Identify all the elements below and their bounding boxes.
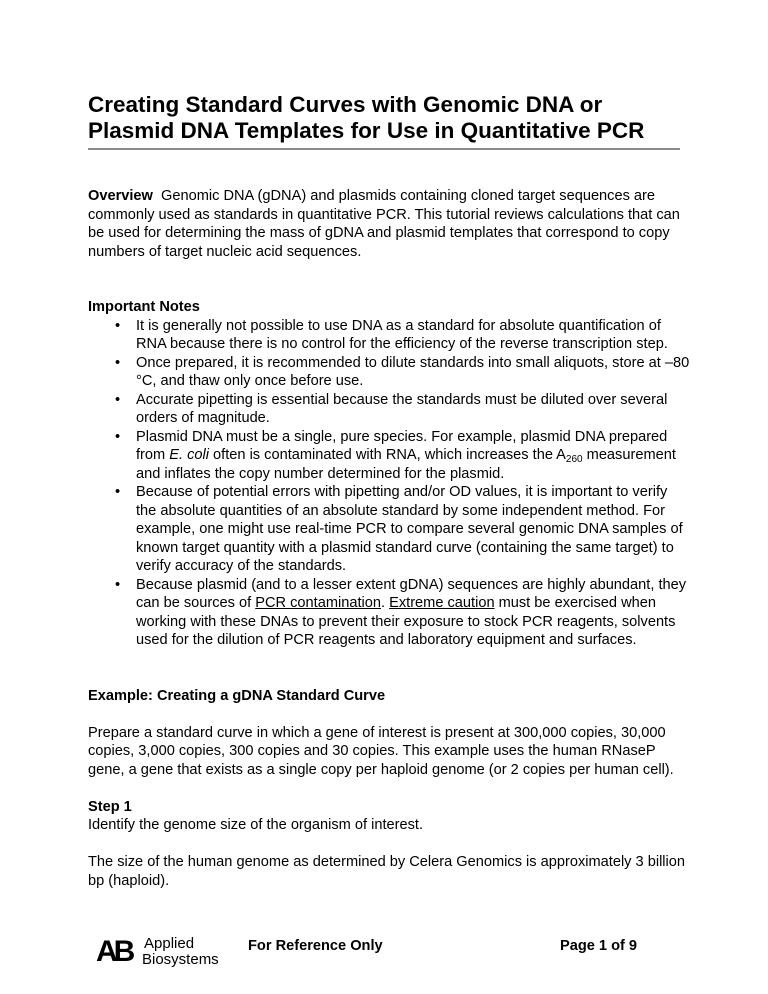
example-intro: Prepare a standard curve in which a gene of interest is present at 300,000 copies, 30,000 copies, 3,000 copies, 300 copies and 30 copies. This example uses the human RNaseP gene, a gene that exists as a single copy per haploid genome (or 2 copies per human cell). <box>88 724 674 778</box>
list-item: • Because of potential errors with pipetting and/or OD values, it is important to verify the absolute quantities of an absolute standard by some independent method. For example, one might use real-time PCR to compare several genomic DNA samples of known target quantity with a plasmid standard curve (containing the same target) to verify accuracy of the standards. <box>115 484 683 574</box>
important-notes-heading <box>88 298 690 317</box>
document-body <box>88 92 690 890</box>
note-text: often is contaminated with RNA, which increases the A <box>209 447 566 463</box>
note-text: Accurate pipetting is essential because the standards must be diluted over several orders of magnitude. <box>136 391 668 426</box>
note-text: must be exercised when working with these DNAs to prevent their exposure to stock PCR reagents, solvents used for the dilution of PCR reagents and laboratory equipment and surfaces. <box>136 595 676 648</box>
important-notes-label: Important Notes <box>88 299 200 315</box>
footer-page-number: Page 1 of 9 <box>560 938 638 954</box>
list-item: • Once prepared, it is recommended to dilute standards into small aliquots, store at –80 °C, and thaw only once before use. <box>115 354 690 389</box>
step1-detail: The size of the human genome as determined by Celera Genomics is approximately 3 billion bp (haploid). <box>88 854 686 889</box>
example-heading <box>88 687 690 706</box>
logo-line1: Applied <box>144 935 195 952</box>
note-text: measurement and inflates the copy number determined for the plasmid. <box>136 447 676 482</box>
footer-reference: For Reference Only <box>248 938 383 954</box>
list-item: • Plasmid DNA must be a single, pure species. For example, plasmid DNA prepared from E. coli often is contaminated with RNA, which increases the $A_{260}$ measurement and inflates the copy number determined for the plasmid. <box>115 428 676 482</box>
applied-biosystems-logo <box>96 937 236 967</box>
step1-label-text: Step 1 <box>88 798 132 815</box>
note-text: Plasmid DNA must be a single, pure species. For example, plasmid DNA prepared from <box>136 428 668 463</box>
step1-label <box>88 798 690 817</box>
note-text: Once prepared, it is recommended to dilute standards into small aliquots, store at –80 °C, and thaw only once before use. <box>136 354 690 389</box>
note-text: Because of potential errors with pipetting and/or OD values, it is important to verify the absolute quantities of an absolute standard by some independent method. For example, one might use real-time PCR to compare several genomic DNA samples of known target quantity with a plasmid standard curve (containing the same target) to verify accuracy of the standards. <box>136 484 683 574</box>
extreme-caution-link[interactable]: Extreme caution <box>389 595 495 611</box>
overview-text: Genomic DNA (gDNA) and plasmids containing cloned target sequences are commonly used as standards in quantitative PCR. This tutorial reviews calculations that can be used for determining the mass of gDNA and plasmid templates that correspond to copy numbers of target nucleic acid sequences. <box>88 188 680 260</box>
note-text: . <box>381 595 390 611</box>
overview-paragraph <box>88 187 690 261</box>
important-notes-list <box>88 317 690 650</box>
document-title: Creating Standard Curves with Genomic DNA or Plasmid DNA Templates for Use in Quantitative PCR <box>88 92 645 143</box>
logo-mark: AB <box>96 935 132 968</box>
note-subscript: 260 <box>565 454 583 465</box>
list-item: • It is generally not possible to use DNA as a standard for absolute quantification of RNA because there is no control for the efficiency of the reverse transcription step. <box>115 317 668 352</box>
note-text: Because plasmid (and to a lesser extent gDNA) sequences are highly abundant, they can be sources of <box>136 576 687 611</box>
pcr-contamination-link[interactable]: PCR contamination <box>255 595 381 611</box>
list-item: • Accurate pipetting is essential because the standards must be diluted over several orders of magnitude. <box>115 391 668 426</box>
example-heading-text: Example: Creating a gDNA Standard Curve <box>88 687 386 704</box>
step1-text: Identify the genome size of the organism of interest. <box>88 817 424 833</box>
note-italic: E. coli <box>169 447 209 463</box>
title-rule <box>88 148 680 150</box>
logo-line2: Biosystems <box>142 951 219 968</box>
list-item: • Because plasmid (and to a lesser extent gDNA) sequences are highly abundant, they can be sources of PCR contamination. Extreme caution must be exercised when working with these DNAs to prevent their exposure to stock PCR reagents, solvents used for the dilution of PCR reagents and laboratory equipment and surfaces. <box>115 576 687 648</box>
overview-label: Overview <box>88 188 153 204</box>
note-text: It is generally not possible to use DNA as a standard for absolute quantification of RNA because there is no control for the efficiency of the reverse transcription step. <box>136 317 668 352</box>
